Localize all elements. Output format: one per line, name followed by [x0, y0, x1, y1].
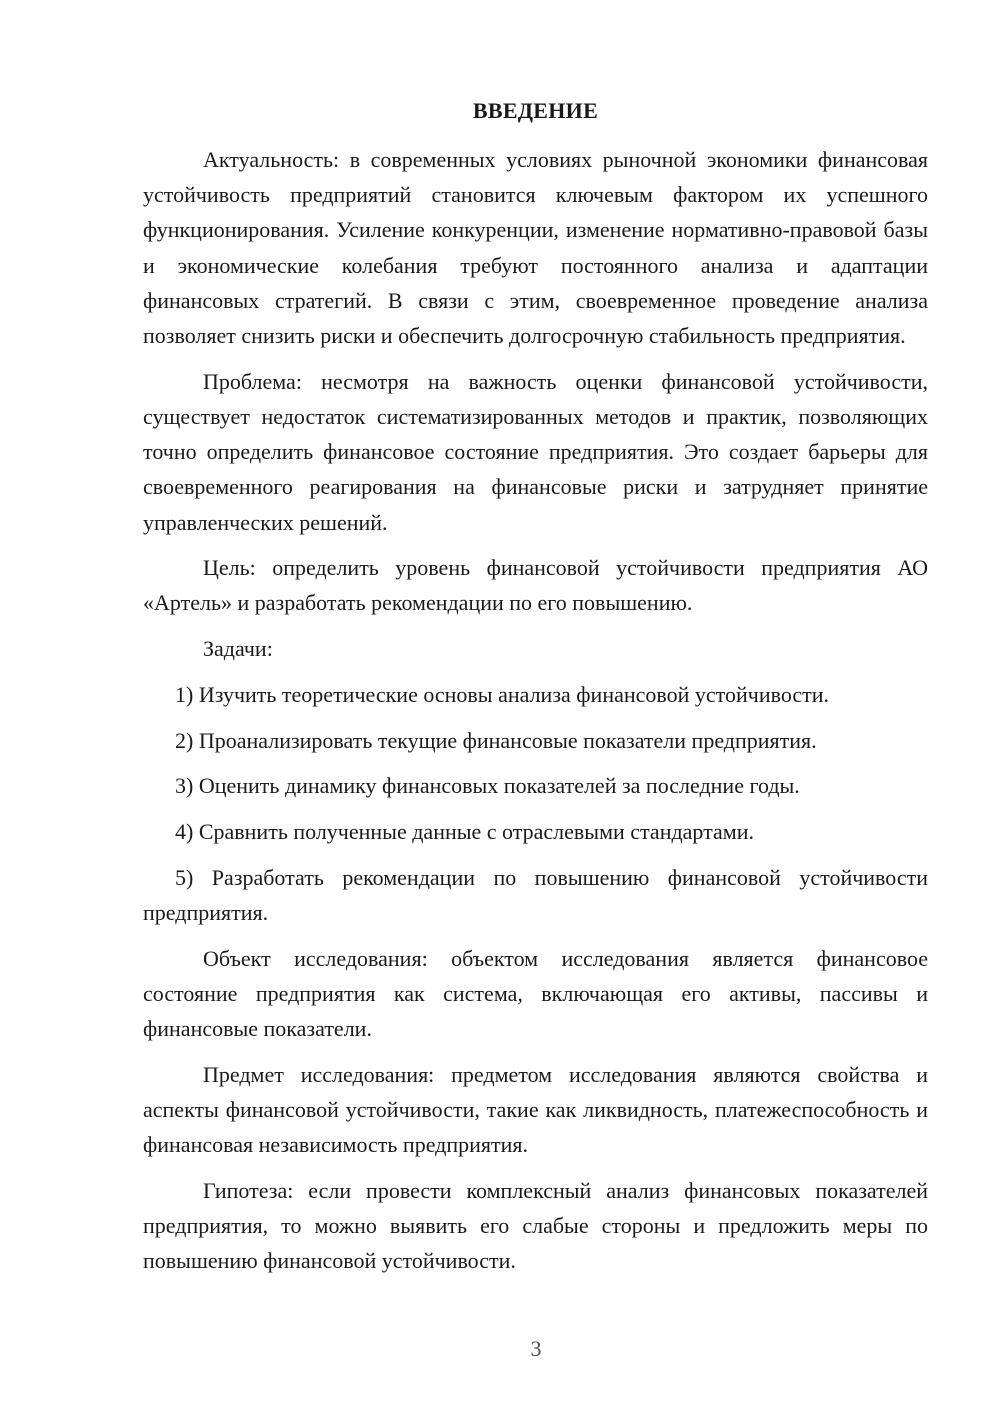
- paragraph-subject: Предмет исследования: предметом исследования являются свойства и аспекты финансовой устойчивости, такие как ликвидность, платежеспособность и финансовая независимость предприятия.: [143, 1061, 928, 1158]
- paragraph-relevance: Актуальность: в современных условиях рыночной экономики финансовая устойчивость предприятий становится ключевым фактором их успешного функционирования. Усиление конкуренции, изменение нормативно-правовой базы и экономические колебания требуют постоянного анализа и адаптации финансовых стратегий. В связи с этим, своевременное проведение анализа позволяет снизить риски и обеспечить долгосрочную стабильность предприятия.: [143, 147, 928, 349]
- paragraph-hypothesis: Гипотеза: если провести комплексный анализ финансовых показателей предприятия, то можно выявить его слабые стороны и предложить меры по повышению финансовой устойчивости.: [143, 1177, 928, 1274]
- task-item: 1) Изучить теоретические основы анализа финансовой устойчивости.: [175, 681, 830, 707]
- task-item: 4) Сравнить полученные данные с отраслевыми стандартами.: [175, 818, 754, 844]
- page-number: 3: [530, 1336, 542, 1361]
- document-body: [143, 142, 928, 1289]
- task-item: 2) Проанализировать текущие финансовые показатели предприятия.: [175, 727, 817, 753]
- task-item: 3) Оценить динамику финансовых показателей за последние годы.: [175, 773, 800, 799]
- paragraph-tasks-heading: Задачи:: [203, 636, 273, 662]
- paragraph-problem: Проблема: несмотря на важность оценки финансовой устойчивости, существует недостаток систематизированных методов и практик, позволяющих точно определить финансовое состояние предприятия. Это создает барьеры для своевременного реагирования на финансовые риски и затрудняет принятие управленческих решений.: [143, 368, 928, 535]
- task-item: 5) Разработать рекомендации по повышению финансовой устойчивости предприятия.: [143, 864, 928, 925]
- paragraph-goal: Цель: определить уровень финансовой устойчивости предприятия АО «Артель» и разработать рекомендации по его повышению.: [143, 555, 928, 616]
- paragraph-object: Объект исследования: объектом исследования является финансовое состояние предприятия как система, включающая его активы, пассивы и финансовые показатели.: [143, 945, 928, 1041]
- page-title: ВВЕДЕНИЕ: [472, 98, 599, 123]
